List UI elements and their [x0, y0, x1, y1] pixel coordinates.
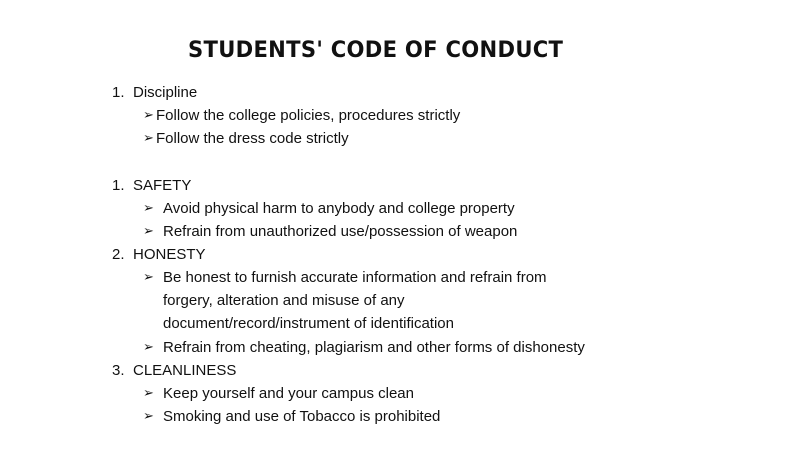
- section-number: 3.: [112, 362, 125, 379]
- section-number: 2.: [112, 246, 125, 263]
- section-heading-label: SAFETY: [133, 177, 192, 194]
- list-item-text: forgery, alteration and misuse of any: [163, 292, 405, 309]
- list-item-text: Be honest to furnish accurate information and refrain from: [163, 269, 547, 286]
- arrow-bullet-icon: ➢: [143, 386, 154, 401]
- list-item-text: Refrain from unauthorized use/possession of weapon: [163, 223, 518, 240]
- list-item-text: Smoking and use of Tobacco is prohibited: [163, 408, 441, 425]
- arrow-bullet-icon: ➢: [143, 270, 154, 285]
- section-heading-label: CLEANLINESS: [133, 362, 237, 379]
- arrow-bullet-icon: ➢: [143, 131, 154, 146]
- arrow-bullet-icon: ➢: [143, 201, 154, 216]
- section-number: 1.: [112, 177, 125, 194]
- arrow-bullet-icon: ➢: [143, 108, 154, 123]
- list-item-text: document/record/instrument of identification: [163, 315, 454, 332]
- arrow-bullet-icon: ➢: [143, 340, 154, 355]
- list-item-text: Avoid physical harm to anybody and college property: [163, 200, 515, 217]
- list-item-text: Refrain from cheating, plagiarism and other forms of dishonesty: [163, 339, 585, 356]
- arrow-bullet-icon: ➢: [143, 409, 154, 424]
- section-heading-label: Discipline: [133, 84, 198, 101]
- list-item-text: Keep yourself and your campus clean: [163, 385, 414, 402]
- list-item-text: Follow the dress code strictly: [156, 130, 349, 147]
- section-heading-label: HONESTY: [133, 246, 206, 263]
- section-number: 1.: [112, 84, 125, 101]
- page-title: STUDENTS' CODE OF CONDUCT: [188, 38, 564, 63]
- list-item-text: Follow the college policies, procedures strictly: [156, 107, 461, 124]
- arrow-bullet-icon: ➢: [143, 224, 154, 239]
